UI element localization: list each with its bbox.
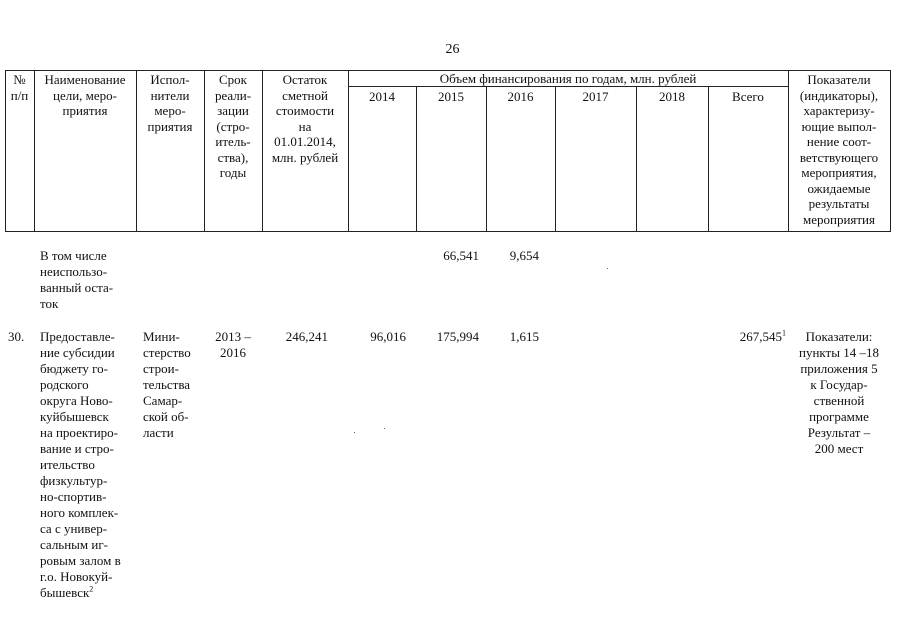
row-30-term: 2013 – 2016 [215, 329, 251, 360]
col-line-10 [708, 86, 709, 232]
col-line-7 [486, 86, 487, 232]
row-unused-2015: 66,541 [443, 248, 479, 263]
col-line-12 [890, 70, 891, 232]
header-year-2018: 2018 [659, 89, 685, 104]
row-unused-2016: 9,654 [509, 248, 539, 263]
col-line-6 [416, 86, 417, 232]
header-year-2015: 2015 [438, 89, 464, 104]
header-year-2016: 2016 [507, 89, 534, 104]
row-30-2014: 96,016 [370, 329, 406, 344]
header-executors: Испол- нители меро- приятия [147, 72, 193, 134]
row-unused-name: В том числе неиспользо- ванный оста- ток [40, 248, 114, 311]
header-funding-title: Объем финансирования по годам, млн. рублей [439, 71, 697, 86]
header-bottom-border [5, 231, 891, 232]
scan-speck [354, 432, 355, 433]
header-total: Всего [732, 89, 764, 104]
row-30-name [40, 329, 138, 601]
scan-speck [607, 268, 608, 269]
row-30-executors: Мини- стерство строи- тельства Самар- ской об- ласти [143, 329, 191, 440]
row-30-2015: 175,994 [436, 329, 479, 344]
row-30-indicators: Показатели: пункты 14 –18 приложения 5 к Государ- ственной программе Результат – 200 мест [799, 329, 879, 456]
row-30-total [708, 329, 786, 345]
row-30-total-footnote: 1 [782, 328, 786, 338]
row-30-2016: 1,615 [509, 329, 539, 344]
header-name: Наименование цели, меро- приятия [44, 72, 126, 118]
header-year-2017: 2017 [582, 89, 609, 104]
header-term: Срок реали- зации (стро- итель- ства), годы [214, 72, 252, 180]
row-30-name-text: Предоставле- ние субсидии бюджету го- родского округа Ново- куйбышевск на проектиро- вание и стро- ительство физкультур- но-спортив- ного комплек- са с универ- сальным иг- ровым залом в г.о. Новокуй- бышевск [40, 329, 121, 600]
row-30-remainder: 246,241 [285, 329, 328, 344]
header-year-2014: 2014 [369, 89, 395, 104]
header-num: № п/п [10, 72, 29, 103]
header-remainder: Остаток сметной стоимости на 01.01.2014, млн. рублей [271, 72, 339, 165]
header-indicators: Показатели (индикаторы), характеризу- ющие выпол- нение соот- ветствующего мероприятия, ожидаемые результаты мероприятия [799, 72, 879, 227]
row-30-name-footnote: 2 [89, 584, 94, 594]
row-30-num: 30. [8, 329, 25, 344]
page-number: 26 [445, 42, 460, 57]
col-line-8 [555, 86, 556, 232]
col-line-9 [636, 86, 637, 232]
scan-speck [384, 428, 385, 429]
row-30-total-value: 267,545 [739, 329, 782, 344]
